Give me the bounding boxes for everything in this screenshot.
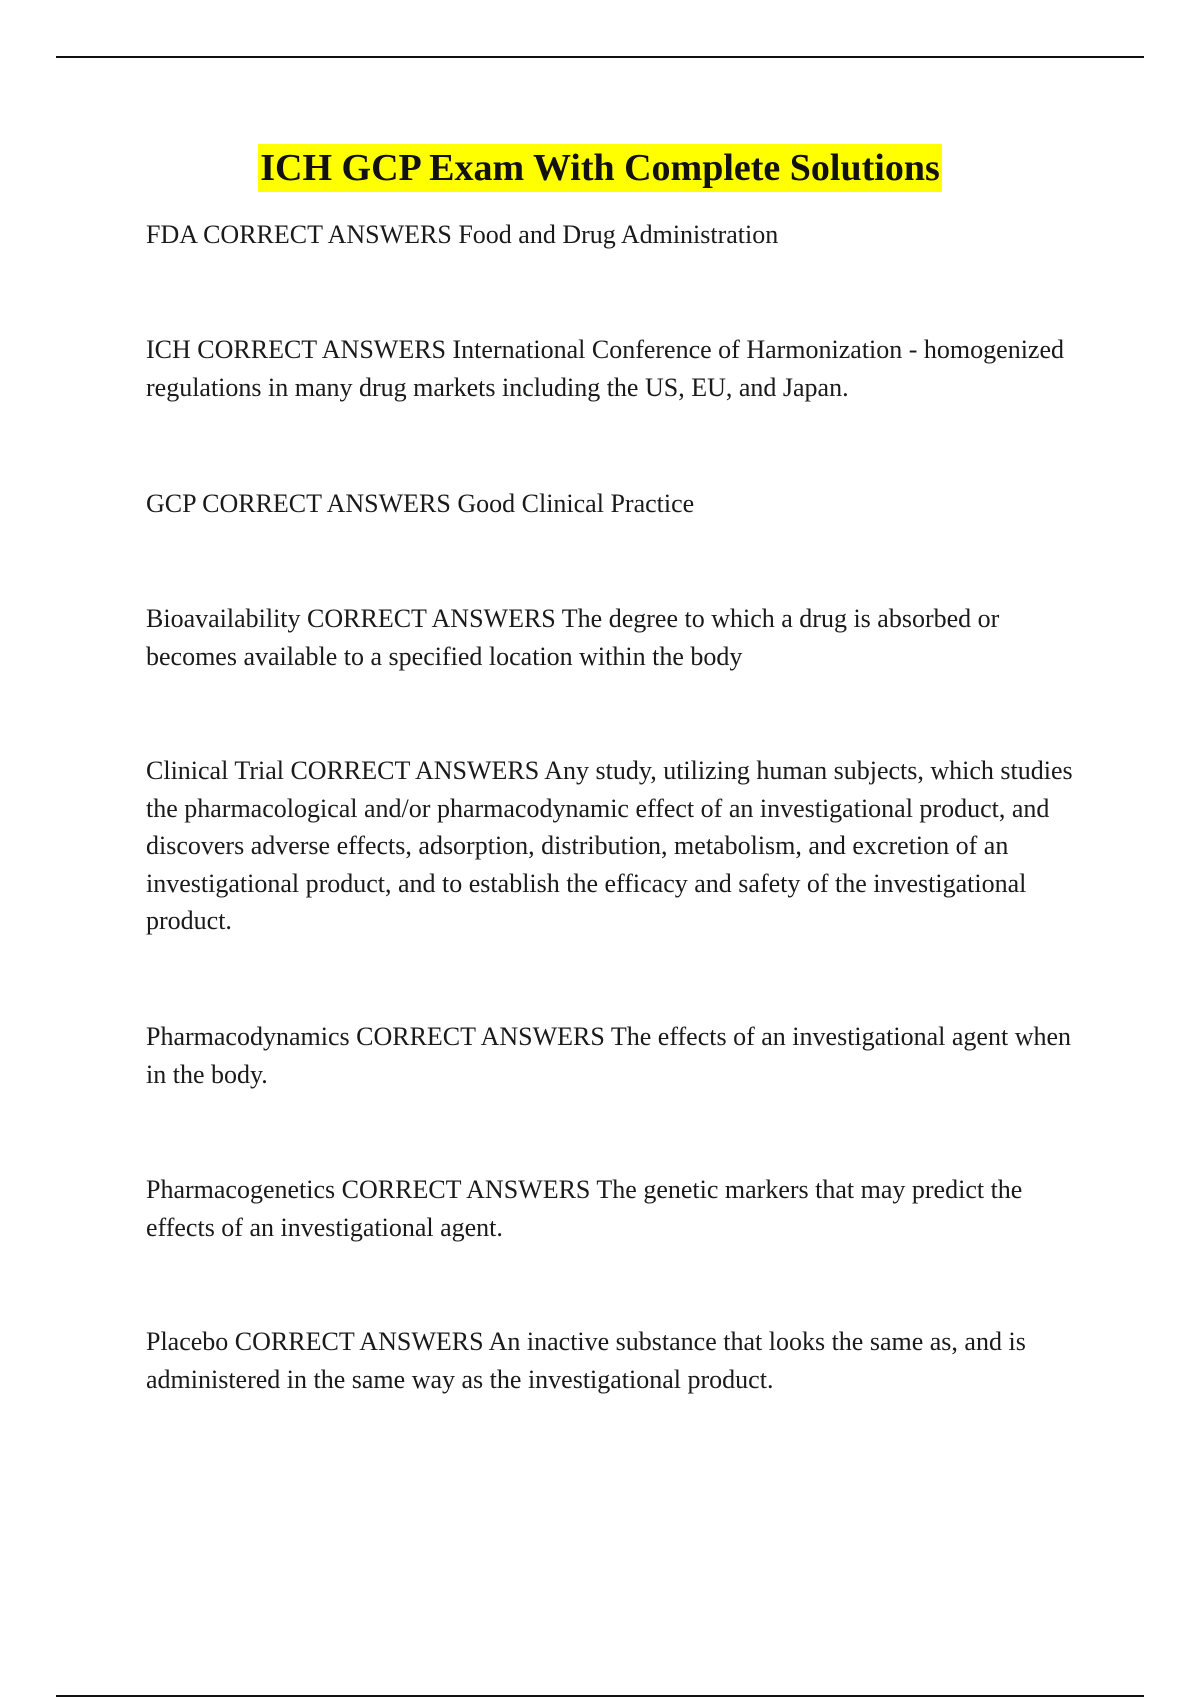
entry-fda: FDA CORRECT ANSWERS Food and Drug Administration: [146, 220, 779, 249]
entry-ich: ICH CORRECT ANSWERS International Conference of Harmonization - homogenized regulations in many drug markets including the US, EU, and Japan.: [146, 335, 1064, 402]
entry-placebo: Placebo CORRECT ANSWERS An inactive substance that looks the same as, and is administered in the same way as the investigational product.: [146, 1327, 1026, 1394]
entry-pharmacodynamics: Pharmacodynamics CORRECT ANSWERS The effects of an investigational agent when in the body.: [146, 1022, 1072, 1089]
entry-gcp: GCP CORRECT ANSWERS Good Clinical Practice: [146, 489, 695, 518]
title-container: [0, 144, 1200, 192]
top-rule: [56, 56, 1144, 58]
entry-clinical-trial: Clinical Trial CORRECT ANSWERS Any study, utilizing human subjects, which studies the pharmacological and/or pharmacodynamic effect of an investigational product, and discovers adverse effects, adsorption, distribution, metabolism, and excretion of an investigational product, and to establish the efficacy and safety of the investigational product.: [146, 756, 1073, 935]
entry-pharmacogenetics: Pharmacogenetics CORRECT ANSWERS The genetic markers that may predict the effects of an investigational agent.: [146, 1175, 1023, 1242]
entry-bioavailability: Bioavailability CORRECT ANSWERS The degree to which a drug is absorbed or becomes available to a specified location within the body: [146, 604, 1000, 671]
bottom-rule: [56, 1695, 1144, 1697]
document-title: ICH GCP Exam With Complete Solutions: [258, 144, 942, 192]
